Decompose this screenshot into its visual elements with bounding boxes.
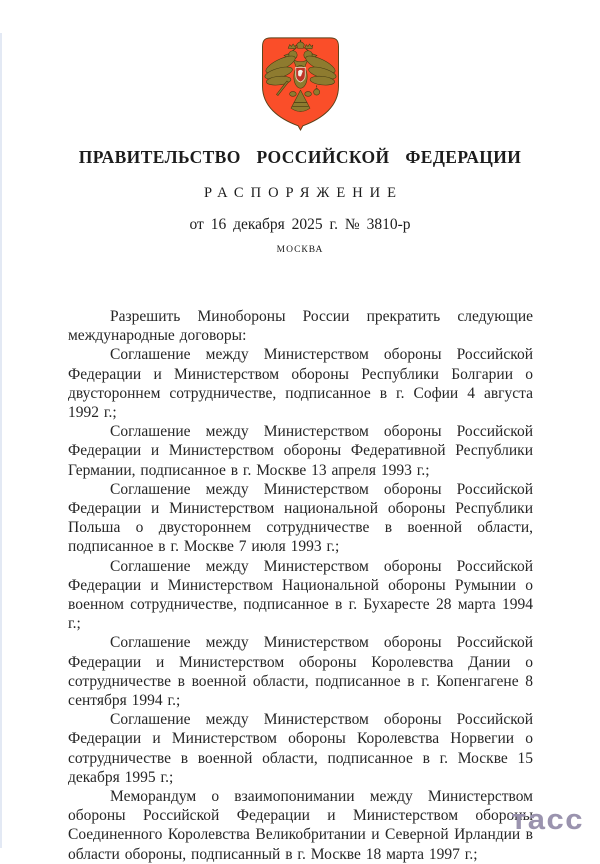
body-paragraph: Соглашение между Министерством обороны Российской Федерации и Министерством обороны Королевства Дании о сотрудничестве в военной области, подписанное в г. Копенгагене 8 сентября 1994 г.; (68, 634, 533, 710)
body-paragraph: Разрешить Минобороны России прекратить следующие международные договоры: (68, 308, 533, 345)
body-paragraph: Соглашение между Министерством обороны Российской Федерации и Министерством обороны Республики Болгарии о двустороннем сотрудничестве, подписанное в г. Софии 4 августа 1992 г.; (68, 346, 533, 422)
body-paragraph: Соглашение между Министерством обороны Российской Федерации и Министерством Национальной обороны Румынии о военном сотрудничестве, подписанное в г. Бухаресте 28 марта 1994 г.; (68, 557, 533, 633)
body-paragraph: Соглашение между Министерством обороны Российской Федерации и Министерством обороны Федеративной Республики Германии, подписанное в г. Москве 13 апреля 1993 г.; (68, 423, 533, 479)
city-label: МОСКВА (276, 245, 324, 255)
russia-coat-of-arms-icon (253, 33, 348, 134)
authority-title: ПРАВИТЕЛЬСТВО РОССИЙСКОЙ ФЕДЕРАЦИИ (78, 147, 522, 167)
date-number-line: от 16 декабря 2025 г. № 3810-р (189, 216, 411, 233)
document-body (68, 307, 533, 864)
body-paragraph: Соглашение между Министерством обороны Российской Федерации и Министерством национальной обороны Республики Польша о двустороннем сотрудничестве в военной области, подписанное в г. Москве 7 июля 1993 г.; (68, 480, 533, 556)
document-type-title: РАСПОРЯЖЕНИЕ (203, 185, 404, 201)
body-paragraph: Меморандум о взаимопонимании между Министерством обороны Российской Федерации и Министерством обороны Соединенного Королевства Великобритании и Северной Ирландии в области обороны, подписанный в г. Москве 18 марта 1997 г.; (68, 788, 533, 863)
tass-watermark: тасс (511, 803, 584, 836)
left-edge-line (0, 33, 2, 848)
body-paragraph: Соглашение между Министерством обороны Российской Федерации и Министерством обороны Королевства Норвегии о сотрудничестве в военной области, подписанное в г. Москве 15 декабря 1995 г.; (68, 711, 533, 786)
